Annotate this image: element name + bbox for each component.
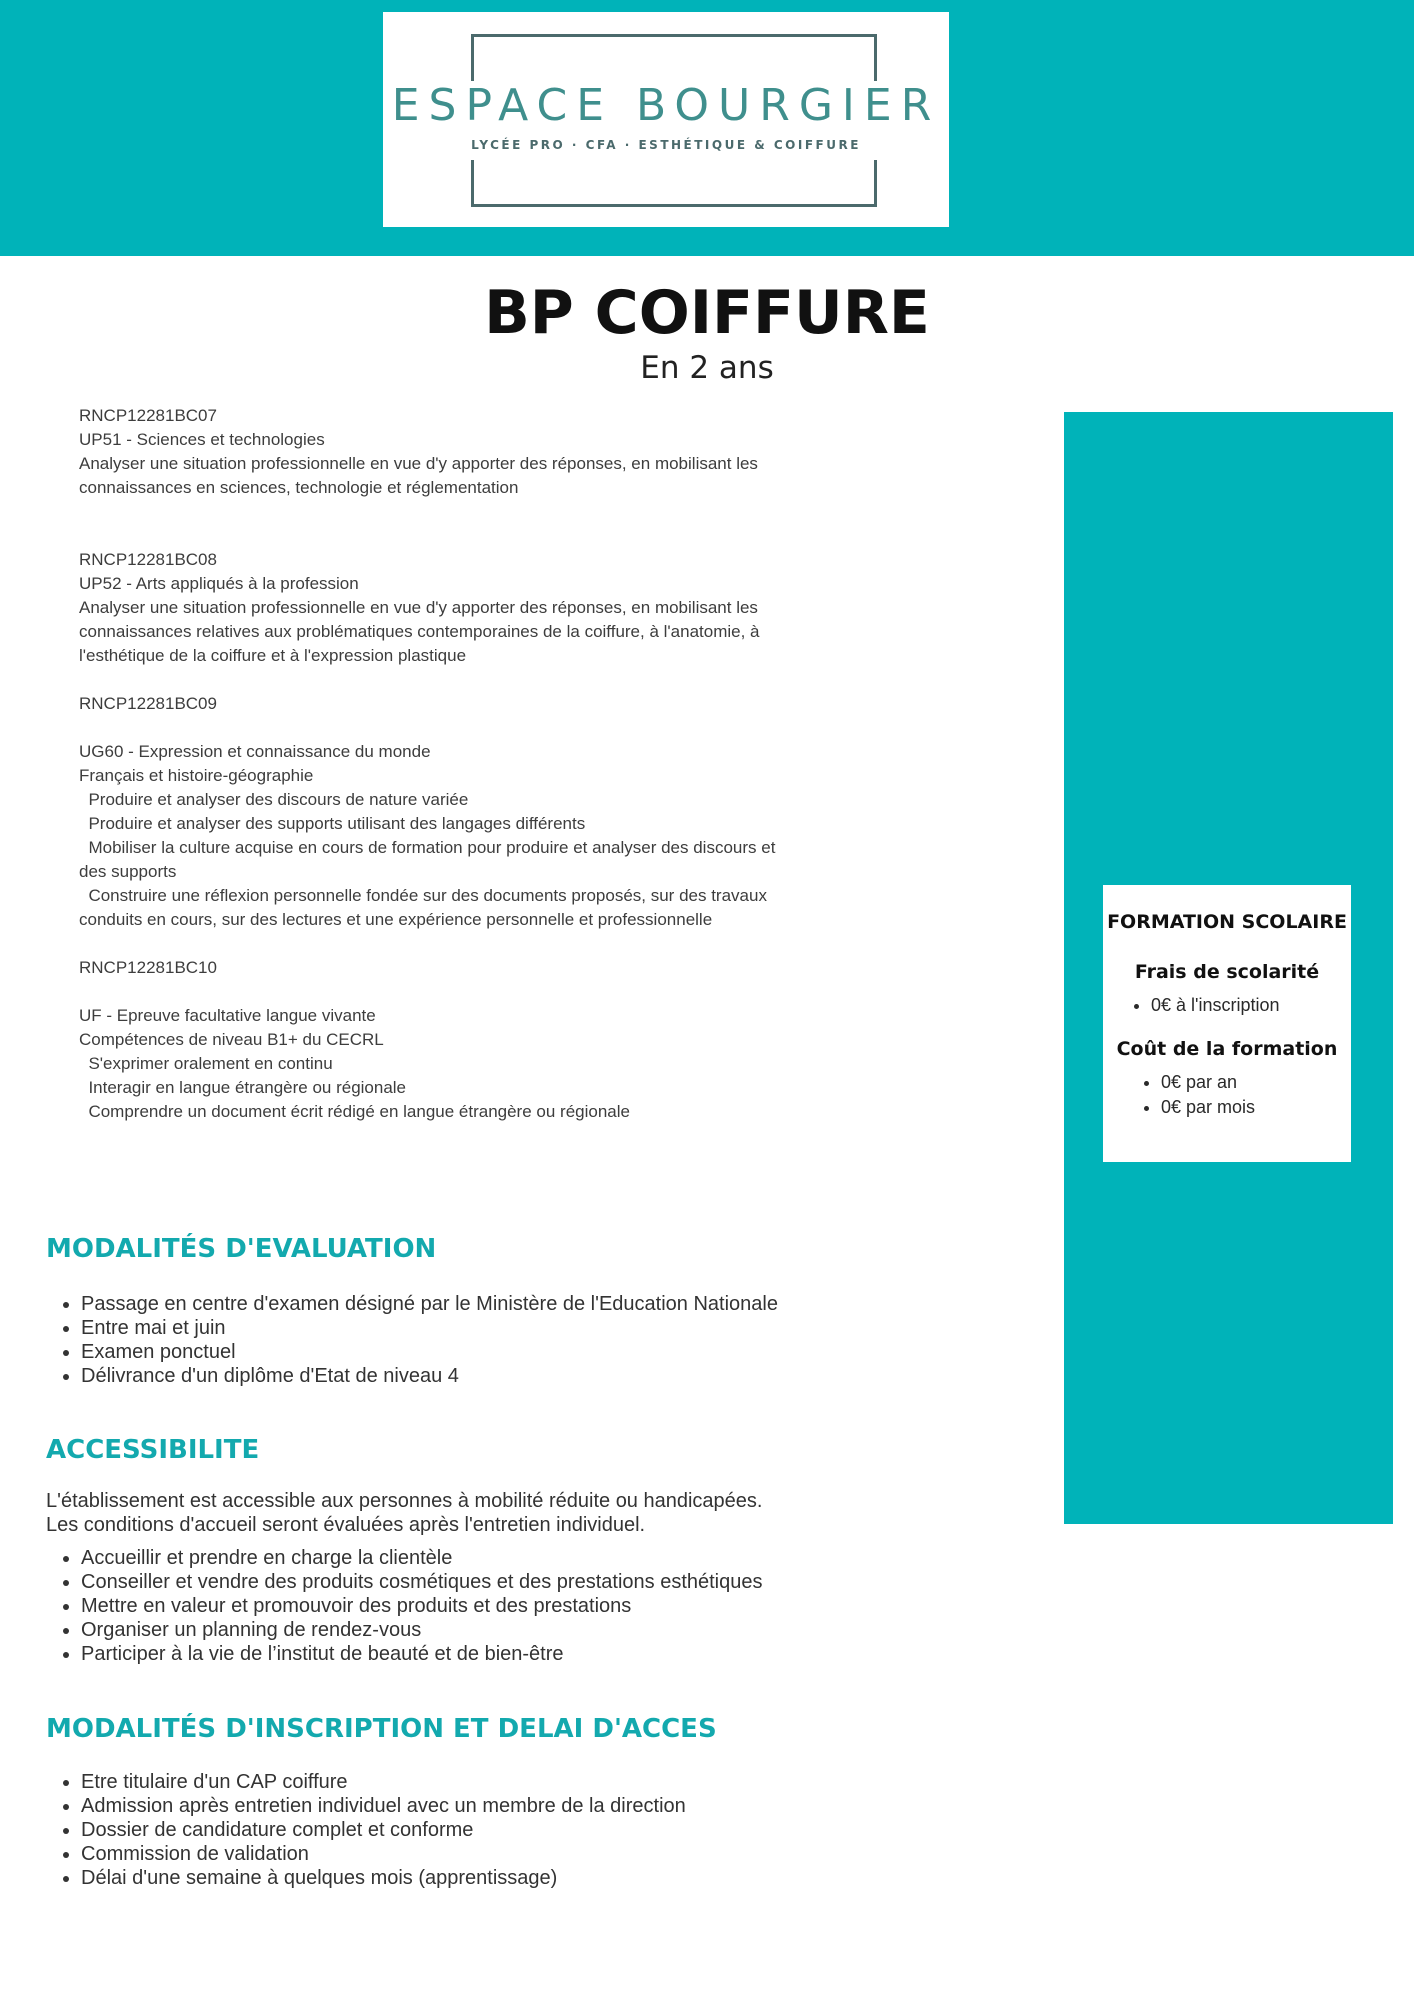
card-title: FORMATION SCOLAIRE (1107, 911, 1347, 933)
evaluation-heading: MODALITÉS D'EVALUATION (46, 1234, 437, 1264)
list-item: • Entre mai et juin (81, 1316, 778, 1340)
inscription-heading: MODALITÉS D'INSCRIPTION ET DELAI D'ACCES (46, 1714, 717, 1744)
block-line: Produire et analyser des discours de nature variée (79, 790, 469, 809)
price-card (1103, 885, 1351, 1162)
block-line: Analyser une situation professionnelle en vue d'y apporter des réponses, en mobilisant les (79, 454, 758, 473)
block-line: Produire et analyser des supports utilisant des langages différents (79, 814, 586, 833)
block-line: RNCP12281BC08 (79, 550, 217, 569)
logo-tagline: LYCÉE PRO · CFA · ESTHÉTIQUE & COIFFURE (471, 138, 861, 152)
cost-item: • 0€ par mois (1161, 1095, 1351, 1120)
cost-list (1103, 1070, 1351, 1120)
block-line: UP52 - Arts appliqués à la profession (79, 574, 359, 593)
block-line: des supports (79, 862, 177, 881)
accessibility-line-2: Les conditions d'accueil seront évaluées après l'entretien individuel. (46, 1514, 646, 1536)
block-bc10 (79, 956, 859, 1124)
list-item: • Délivrance d'un diplôme d'Etat de niveau 4 (81, 1364, 778, 1388)
list-item: • Commission de validation (81, 1842, 686, 1866)
evaluation-list (46, 1292, 778, 1388)
list-item: • Accueillir et prendre en charge la clientèle (81, 1546, 763, 1570)
cost-heading: Coût de la formation (1116, 1038, 1338, 1060)
fees-heading: Frais de scolarité (1134, 961, 1320, 983)
block-line: RNCP12281BC09 (79, 694, 217, 713)
header-band (0, 0, 1414, 256)
block-line: Construire une réflexion personnelle fondée sur des documents proposés, sur des travaux (79, 886, 767, 905)
block-bc09 (79, 692, 859, 932)
block-line: S'exprimer oralement en continu (79, 1054, 333, 1073)
block-line: UP51 - Sciences et technologies (79, 430, 325, 449)
block-line: UF - Epreuve facultative langue vivante (79, 1006, 376, 1025)
fees-list (1103, 993, 1351, 1018)
block-line: Analyser une situation professionnelle en vue d'y apporter des réponses, en mobilisant les (79, 598, 758, 617)
list-item: • Participer à la vie de l’institut de beauté et de bien-être (81, 1642, 763, 1666)
list-item: • Etre titulaire d'un CAP coiffure (81, 1770, 686, 1794)
fees-item: • 0€ à l'inscription (1151, 993, 1351, 1018)
block-bc08 (79, 548, 859, 668)
inscription-list (46, 1770, 686, 1890)
list-item: • Délai d'une semaine à quelques mois (apprentissage) (81, 1866, 686, 1890)
accessibility-paragraph (46, 1489, 888, 1537)
accessibility-heading: ACCESSIBILITE (46, 1435, 260, 1465)
block-line: RNCP12281BC07 (79, 406, 217, 425)
block-line: conduits en cours, sur des lectures et une expérience personnelle et professionnelle (79, 910, 713, 929)
block-line: connaissances relatives aux problématiques contemporaines de la coiffure, à l'anatomie, à (79, 622, 760, 641)
list-item: • Passage en centre d'examen désigné par le Ministère de l'Education Nationale (81, 1292, 778, 1316)
cost-item: • 0€ par an (1161, 1070, 1351, 1095)
block-line: Comprendre un document écrit rédigé en langue étrangère ou régionale (79, 1102, 630, 1121)
block-line (79, 716, 859, 740)
block-line: Interagir en langue étrangère ou régionale (79, 1078, 407, 1097)
logo (383, 12, 949, 227)
logo-frame-bottom (471, 160, 877, 207)
block-line: Mobiliser la culture acquise en cours de formation pour produire et analyser des discours et (79, 838, 776, 857)
accessibility-line-1: L'établissement est accessible aux personnes à mobilité réduite ou handicapées. (46, 1490, 763, 1512)
list-item: • Conseiller et vendre des produits cosmétiques et des prestations esthétiques (81, 1570, 763, 1594)
block-line: RNCP12281BC10 (79, 958, 217, 977)
list-item: • Dossier de candidature complet et conforme (81, 1818, 686, 1842)
logo-name: ESPACE BOURGIER (391, 80, 941, 131)
list-item: • Organiser un planning de rendez-vous (81, 1618, 763, 1642)
block-line: UG60 - Expression et connaissance du monde (79, 742, 431, 761)
block-bc07 (79, 404, 859, 500)
page-subtitle: En 2 ans (640, 350, 774, 386)
list-item: • Admission après entretien individuel avec un membre de la direction (81, 1794, 686, 1818)
list-item: • Mettre en valeur et promouvoir des produits et des prestations (81, 1594, 763, 1618)
page-title: BP COIFFURE (484, 278, 930, 348)
accessibility-list (46, 1546, 763, 1666)
competency-blocks (79, 404, 859, 1124)
block-line: connaissances en sciences, technologie et réglementation (79, 478, 519, 497)
block-line: l'esthétique de la coiffure et à l'expression plastique (79, 646, 467, 665)
list-item: • Examen ponctuel (81, 1340, 778, 1364)
logo-frame-top (471, 34, 877, 81)
block-line (79, 980, 859, 1004)
block-line: Français et histoire-géographie (79, 766, 314, 785)
block-line: Compétences de niveau B1+ du CECRL (79, 1030, 384, 1049)
